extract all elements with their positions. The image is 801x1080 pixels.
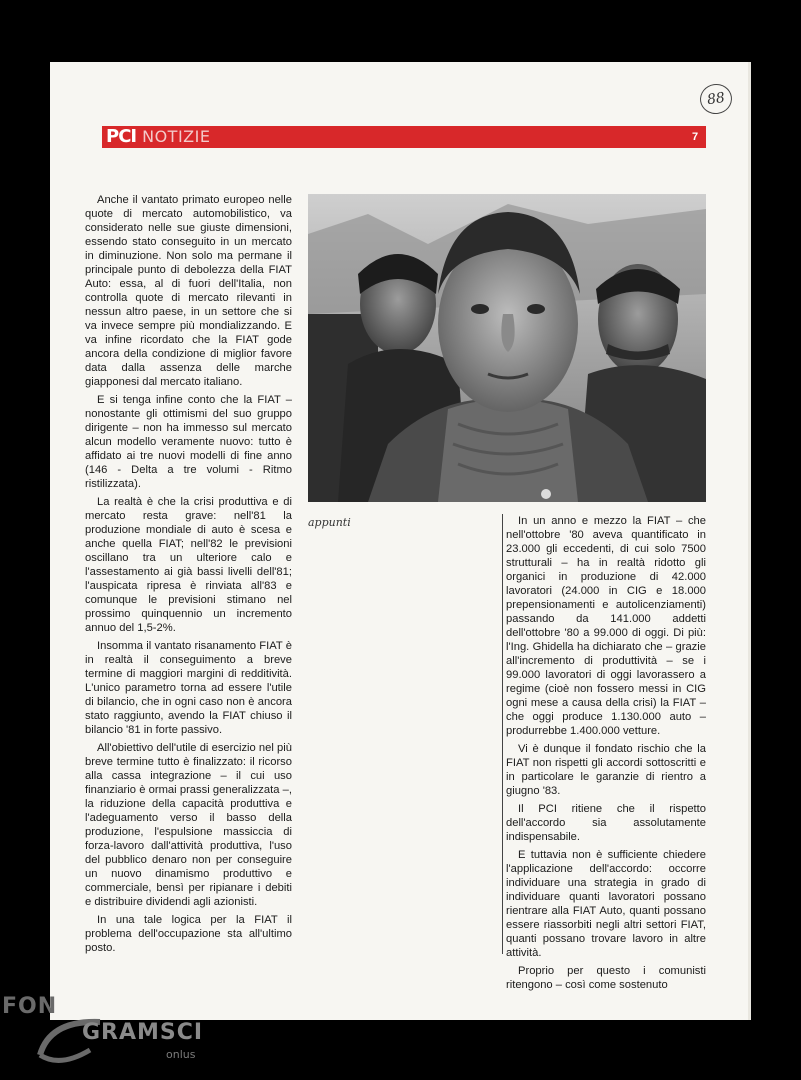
watermark-logo: [0, 990, 210, 1070]
paragraph: Il PCI ritiene che il rispetto dell'accordo sia assolutamente indispensabile.: [506, 803, 706, 843]
paragraph: La realtà è che la crisi produttiva e di mercato resta grave: nell'81 la produzione mondiale di auto è scesa e anche quella FIAT; nell'82 le previsioni oscillano tra un ulteriore calo e l'assestamento ai già bassi livelli dell'81; l'auspicata ripresa è rinviata all'83 e comunque le previsioni stimano nel prossimo quinquennio un incremento annuo del 1,5-2%.: [85, 496, 292, 634]
handwritten-page-number: 88: [698, 82, 734, 116]
paragraph: E si tenga infine conto che la FIAT – nonostante gli ottimismi del suo gruppo dirigente – non ha immesso sul mercato alcun modello veramente nuovo: tutto è affidato ai tre nuovi modelli di fine anno (146 - Delta a tre volumi - Ritmo ristilizzata).: [85, 394, 292, 490]
paragraph: Insomma il vantato risanamento FIAT è in realtà il conseguimento a breve termine di maggiori margini di redditività. L'unico parametro torna ad essere l'utile di bilancio, che in ogni caso non è ancora stato raggiunto, avendo la FIAT chiuso il bilancio '81 in forte passivo.: [85, 640, 292, 736]
logo-text-onlus: onlus: [166, 1048, 196, 1061]
paragraph: In un anno e mezzo la FIAT – che nell'ottobre '80 aveva quantificato in 23.000 gli eccedenti, di cui solo 7500 strutturali – ha in realtà ridotto gli organici in produzione di 42.000 lavoratori (24.000 in CIG e 18.000 prepensionamenti e autolicenziamenti) passando da 141.000 addetti dell'ottobre '80 a 99.000 di oggi. Di più: l'Ing. Ghidella ha dichiarato che – grazie all'incremento di produttività – se i 99.000 lavoratori di oggi lavorassero a regime (cioè non fossero messi in CIG ogni mese a causa della crisi) la FIAT – che oggi produce 1.130.000 auto – produrrebbe 1.400.000 vetture.: [506, 515, 706, 737]
masthead: [102, 126, 210, 148]
logo-text-fon: FON: [2, 994, 58, 1019]
article-left-column: [85, 193, 292, 1021]
article-right-column: [506, 514, 706, 991]
column-rule: [502, 514, 503, 954]
page-number: 7: [691, 131, 699, 143]
masthead-pci: PCI: [102, 126, 140, 148]
logo-text-gramsci: GRAMSCI: [82, 1020, 204, 1045]
protest-crowd-photo: [308, 194, 706, 502]
paragraph: Anche il vantato primato europeo nelle quote di mercato automobilistico, va considerato nelle sue giuste dimensioni, essendo stato conseguito in un mercato in diminuzione. Non solo ma permane il principale punto di debolezza della FIAT Auto: essa, al di fuori dell'Italia, non controlla quote di mercato rilevanti in nessun altro paese, in un settore che si va invece sempre più mondializzando. E va infine ricordato che la FIAT gode ancora della condizione di miglior favore data dalla assenza delle marche giapponesi dal mercato italiano.: [85, 194, 292, 388]
article-photo: [308, 194, 706, 502]
paragraph: In una tale logica per la FIAT il problema dell'occupazione sta all'ultimo posto.: [85, 914, 292, 954]
masthead-notizie: NOTIZIE: [142, 127, 211, 146]
paragraph: Vi è dunque il fondato rischio che la FIAT non rispetti gli accordi sottoscritti e in particolare le garanzie di rientro a giugno '83.: [506, 743, 706, 797]
paragraph: All'obiettivo dell'utile di esercizio nel più breve termine tutto è finalizzato: il ricorso alla cassa integrazione – il cui uso finanziario è ormai prassi generalizzata –, la riduzione della capacità produttiva e l'adeguamento verso il basso della produzione, l'espulsione massiccia di forza-lavoro dall'attività produttiva, l'uso del pubblico denaro non per conseguire un nuovo dinamismo produttivo e commerciale, bensì per ripianare i debiti e distribuire dividendi agli azionisti.: [85, 742, 292, 908]
paragraph: Proprio per questo i comunisti ritengono – così come sostenuto: [506, 965, 706, 991]
photo-caption: appunti: [308, 516, 351, 529]
paragraph: E tuttavia non è sufficiente chiedere l'applicazione dell'accordo: occorre individuare una strategia in grado di individuare quanti lavoratori possano rientrare alla FIAT Auto, quanti possano essere riassorbiti negli altri settori FIAT, quanti possano trovare lavoro in altre attività.: [506, 849, 706, 959]
page-edge: [748, 62, 751, 1020]
